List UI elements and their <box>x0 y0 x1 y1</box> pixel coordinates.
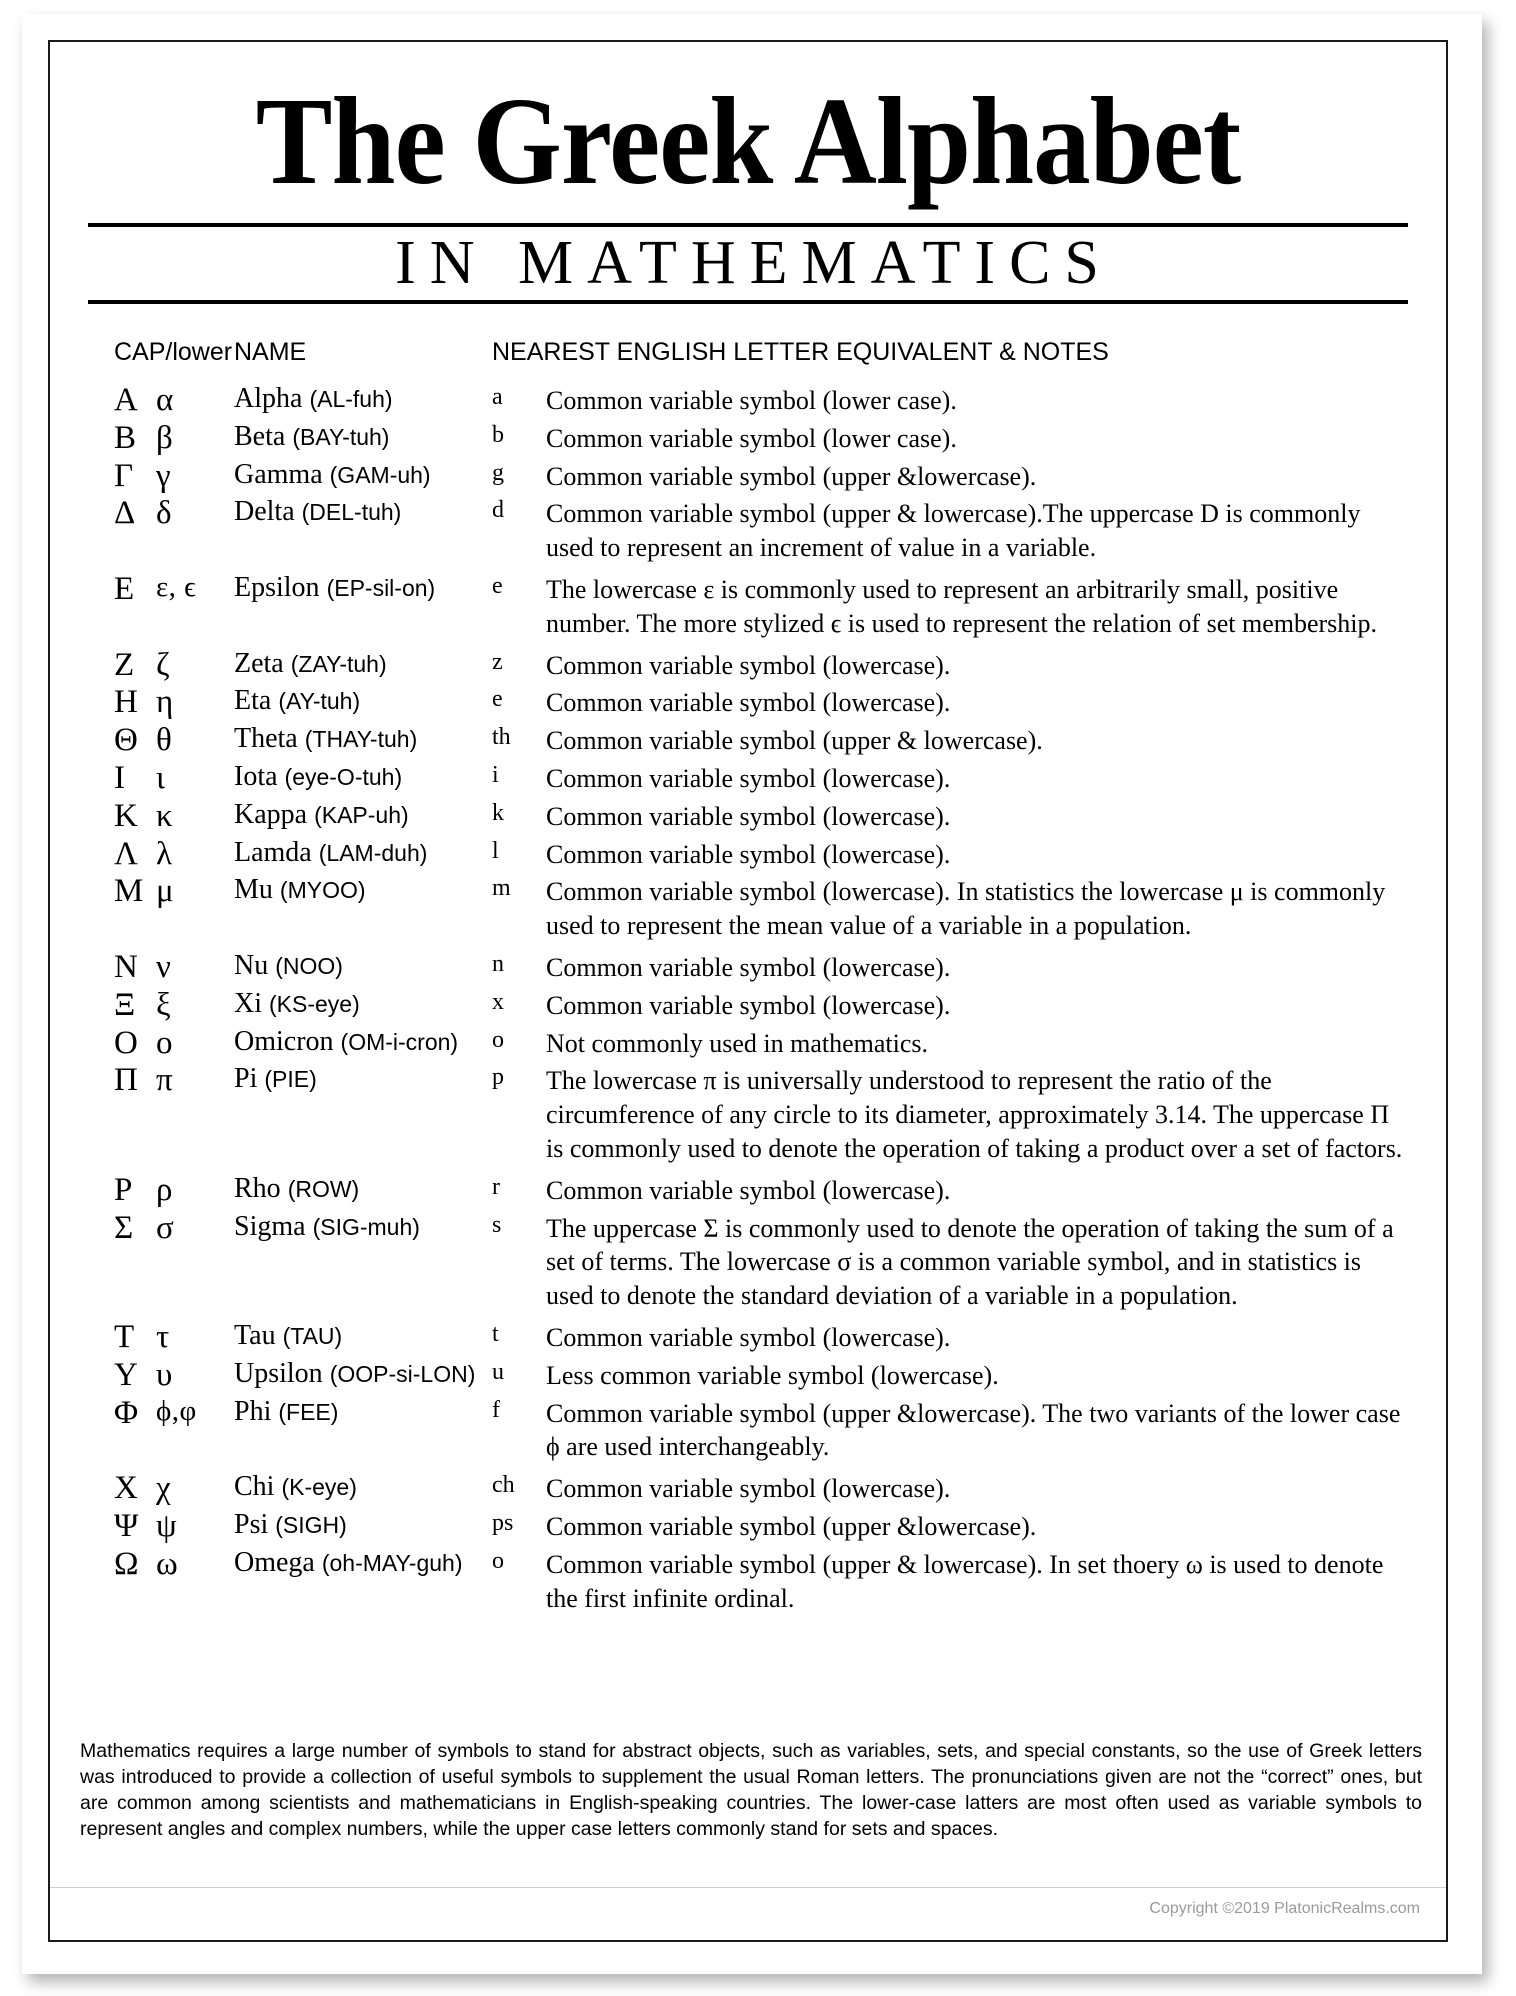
letter-name-cell <box>234 724 492 762</box>
copyright-notice: Copyright ©2019 PlatonicRealms.com <box>1149 1900 1420 1917</box>
letter-notes: Common variable symbol (upper &lowercase). The two variants of the lower case ϕ are used interchangeably. <box>546 1398 1401 1462</box>
table-row <box>114 875 1408 951</box>
table-row <box>114 724 1408 762</box>
english-equivalent: e <box>492 573 503 600</box>
table-row <box>114 422 1408 460</box>
letter-pronunciation: (K-eye) <box>281 1474 357 1501</box>
letter-name: Alpha <box>234 383 303 415</box>
lowercase-letter: ϕ,φ <box>156 1394 197 1427</box>
letter-name: Chi <box>234 1471 275 1503</box>
letter-notes: Common variable symbol (lowercase). <box>546 839 951 869</box>
table-row <box>114 951 1408 989</box>
letter-name: Gamma <box>234 458 323 490</box>
letter-name-cell <box>234 800 492 838</box>
uppercase-letter: Γ <box>114 457 134 494</box>
letter-pronunciation: (KAP-uh) <box>314 801 409 828</box>
letter-name-cell <box>234 951 492 989</box>
letter-name: Kappa <box>234 798 308 830</box>
title-divider-bottom <box>88 300 1408 304</box>
letter-name: Lamda <box>234 836 312 868</box>
lowercase-letter: τ <box>156 1319 170 1356</box>
table-header <box>114 338 1408 384</box>
uppercase-letter: Φ <box>114 1394 139 1431</box>
letter-name: Nu <box>234 950 269 982</box>
english-equivalent: x <box>492 988 504 1015</box>
footer-blurb: Mathematics requires a large number of symbols to stand for abstract objects, such as variables, sets, and special constants, so the use of Greek letters was introduced to provide a collection of useful symbols to supplement the usual Roman letters. The pronunciations given are not the “correct” ones, but are common among scientists and mathematicians in English-speaking countries. The lower-case latters are most often used as variable symbols to represent angles and complex numbers, while the upper case letters commonly stand for sets and spaces. <box>80 1739 1422 1840</box>
letter-pronunciation: (ROW) <box>287 1175 360 1202</box>
letter-pronunciation: (AL-fuh) <box>309 386 393 413</box>
letter-name: Eta <box>234 685 272 717</box>
letter-pronunciation: (TAU) <box>282 1323 343 1350</box>
lowercase-letter: ε, ϵ <box>156 571 197 604</box>
letter-notes: Common variable symbol (lowercase). <box>546 688 951 718</box>
page-title: The Greek Alphabet <box>255 73 1241 211</box>
footer-divider <box>50 1887 1446 1888</box>
lowercase-letter: ξ <box>156 986 171 1023</box>
english-equivalent: l <box>492 837 499 864</box>
uppercase-letter: Α <box>114 382 138 419</box>
lowercase-letter: μ <box>156 873 174 910</box>
letter-pronunciation: (eye-O-tuh) <box>284 764 403 791</box>
letter-name: Rho <box>234 1172 281 1204</box>
table-row <box>114 1472 1408 1510</box>
letter-notes: The lowercase ε is commonly used to represent an arbitrarily small, positive number. The more stylized ϵ is used to represent the relation of set membership. <box>546 575 1377 638</box>
lowercase-letter: ι <box>156 760 165 797</box>
letter-notes: The lowercase π is universally understood to represent the ratio of the circumference of any circle to its diameter, approximately 3.14. The uppercase Π is commonly used to denote the operation of taking a product over a set of factors. <box>546 1066 1403 1164</box>
lowercase-letter: υ <box>156 1356 173 1393</box>
lowercase-letter: ψ <box>156 1508 177 1544</box>
table-row <box>114 1397 1408 1473</box>
english-equivalent: ch <box>492 1472 515 1499</box>
greek-alphabet-table <box>114 338 1408 1623</box>
letter-notes: Common variable symbol (lowercase). <box>546 1474 951 1504</box>
letter-notes: Common variable symbol (lowercase). <box>546 1175 951 1205</box>
letter-notes: Less common variable symbol (lowercase). <box>546 1360 999 1390</box>
letter-name-cell <box>234 1064 492 1173</box>
table-row <box>114 1510 1408 1548</box>
letter-name-cell <box>234 1174 492 1212</box>
uppercase-letter: Κ <box>114 797 138 834</box>
english-equivalent: d <box>492 497 504 524</box>
table-row <box>114 838 1408 876</box>
letter-pronunciation: (LAM-duh) <box>318 839 428 866</box>
uppercase-letter: Ψ <box>114 1508 139 1544</box>
letter-name: Theta <box>234 723 298 755</box>
letter-name: Pi <box>234 1063 258 1095</box>
table-row <box>114 1359 1408 1397</box>
lowercase-letter: θ <box>156 722 172 759</box>
letter-name-cell <box>234 875 492 951</box>
uppercase-letter: Ο <box>114 1024 138 1061</box>
letter-name-cell <box>234 422 492 460</box>
english-equivalent: t <box>492 1321 499 1348</box>
letter-name-cell <box>234 497 492 573</box>
letter-name-cell <box>234 1359 492 1397</box>
letter-notes: Common variable symbol (upper &lowercase). <box>546 461 1037 491</box>
uppercase-letter: Δ <box>114 495 136 532</box>
uppercase-letter: Ι <box>114 760 125 797</box>
table-row <box>114 1321 1408 1359</box>
letter-pronunciation: (GAM-uh) <box>329 461 431 488</box>
letter-name: Epsilon <box>234 572 320 604</box>
lowercase-letter: β <box>156 419 173 456</box>
table-row <box>114 686 1408 724</box>
letter-notes: Common variable symbol (lowercase). <box>546 650 951 680</box>
letter-name: Beta <box>234 420 286 452</box>
letter-pronunciation: (DEL-tuh) <box>301 499 402 526</box>
table-row <box>114 460 1408 498</box>
english-equivalent: s <box>492 1211 502 1238</box>
uppercase-letter: Μ <box>114 873 144 910</box>
lowercase-letter: ν <box>156 949 171 986</box>
english-equivalent: o <box>492 1547 504 1574</box>
uppercase-letter: Ξ <box>114 986 136 1023</box>
letter-pronunciation: (FEE) <box>278 1398 339 1425</box>
letter-name-cell <box>234 1397 492 1473</box>
letter-name: Upsilon <box>234 1357 323 1389</box>
uppercase-letter: Η <box>114 684 138 721</box>
lowercase-letter: ζ <box>156 646 170 683</box>
letter-name: Omicron <box>234 1025 334 1057</box>
letter-name: Sigma <box>234 1210 306 1242</box>
english-equivalent: p <box>492 1064 504 1091</box>
lowercase-letter: π <box>156 1062 173 1099</box>
table-row <box>114 384 1408 422</box>
letter-name-cell <box>234 384 492 422</box>
letter-pronunciation: (KS-eye) <box>269 990 360 1017</box>
english-equivalent: b <box>492 421 504 448</box>
lowercase-letter: λ <box>156 835 173 872</box>
table-row <box>114 1548 1408 1624</box>
uppercase-letter: Ρ <box>114 1171 133 1208</box>
letter-pronunciation: (NOO) <box>275 953 343 980</box>
letter-pronunciation: (SIGH) <box>275 1512 347 1538</box>
letter-pronunciation: (BAY-tuh) <box>292 423 390 450</box>
letter-notes: Common variable symbol (lowercase). <box>546 953 951 983</box>
uppercase-letter: Ν <box>114 949 138 986</box>
letter-pronunciation: (ZAY-tuh) <box>290 650 387 677</box>
lowercase-letter: ο <box>156 1024 173 1061</box>
letter-name: Zeta <box>234 647 284 679</box>
english-equivalent: g <box>492 459 504 486</box>
letter-pronunciation: (MYOO) <box>279 877 366 904</box>
letter-name-cell <box>234 649 492 687</box>
table-row <box>114 1212 1408 1321</box>
letter-pronunciation: (PIE) <box>264 1066 317 1093</box>
letter-notes: Common variable symbol (lowercase). <box>546 990 951 1020</box>
letter-notes: The uppercase Σ is commonly used to denote the operation of taking the sum of a set of terms. The lowercase σ is a common variable symbol, and in statistics is used to denote the standard deviation of a variable in a population. <box>546 1213 1394 1311</box>
table-row <box>114 989 1408 1027</box>
letter-pronunciation: (AY-tuh) <box>278 688 361 715</box>
letter-pronunciation: (OM-i-cron) <box>340 1028 459 1055</box>
uppercase-letter: Β <box>114 419 137 456</box>
uppercase-letter: Λ <box>114 835 138 872</box>
letter-name-cell <box>234 1548 492 1624</box>
english-equivalent: e <box>492 686 503 713</box>
letter-pronunciation: (THAY-tuh) <box>304 726 418 753</box>
uppercase-letter: Ω <box>114 1545 139 1582</box>
letter-notes: Common variable symbol (lowercase). <box>546 764 951 794</box>
english-equivalent: m <box>492 875 511 902</box>
english-equivalent: a <box>492 384 503 411</box>
letter-name-cell <box>234 460 492 498</box>
uppercase-letter: Θ <box>114 722 138 759</box>
table-row <box>114 1064 1408 1173</box>
lowercase-letter: κ <box>156 797 173 834</box>
letter-notes: Common variable symbol (lower case). <box>546 386 957 416</box>
table-row <box>114 573 1408 649</box>
uppercase-letter: Ζ <box>114 646 135 683</box>
uppercase-letter: Υ <box>114 1356 138 1393</box>
letter-pronunciation: (oh-MAY-guh) <box>321 1549 463 1576</box>
letter-name-cell <box>234 762 492 800</box>
letter-notes: Common variable symbol (lowercase). <box>546 801 951 831</box>
uppercase-letter: Σ <box>114 1209 134 1246</box>
letter-name-cell <box>234 573 492 649</box>
column-header-cap-lower: CAP/lower <box>114 338 233 367</box>
letter-name-cell <box>234 1510 492 1548</box>
uppercase-letter: Ε <box>114 571 135 608</box>
english-equivalent: k <box>492 799 504 826</box>
letter-notes: Common variable symbol (lower case). <box>546 423 957 453</box>
letter-name: Mu <box>234 874 273 906</box>
table-body <box>114 384 1408 1623</box>
poster-content <box>50 42 1446 1940</box>
poster-frame <box>48 40 1448 1942</box>
english-equivalent: z <box>492 648 503 675</box>
letter-name-cell <box>234 1321 492 1359</box>
letter-name: Iota <box>234 761 278 793</box>
letter-pronunciation: (OOP-si-LON) <box>329 1360 476 1387</box>
column-header-name: NAME <box>234 338 307 367</box>
letter-pronunciation: (EP-sil-on) <box>326 575 436 602</box>
letter-name: Delta <box>234 496 295 528</box>
english-equivalent: i <box>492 762 499 789</box>
letter-name: Xi <box>234 987 262 1019</box>
table-row <box>114 762 1408 800</box>
table-row <box>114 800 1408 838</box>
letter-notes: Common variable symbol (lowercase). In statistics the lowercase μ is commonly used to represent the mean value of a variable in a population. <box>546 877 1386 941</box>
english-equivalent: n <box>492 951 504 978</box>
column-header-notes: NEAREST ENGLISH LETTER EQUIVALENT & NOTES <box>492 338 1109 367</box>
uppercase-letter: Τ <box>114 1319 135 1356</box>
english-equivalent: o <box>492 1026 504 1053</box>
uppercase-letter: Χ <box>114 1470 138 1507</box>
lowercase-letter: σ <box>156 1209 174 1246</box>
letter-notes: Common variable symbol (upper & lowercase).The uppercase D is commonly used to represent an increment of value in a variable. <box>546 499 1361 563</box>
lowercase-letter: δ <box>156 495 172 532</box>
lowercase-letter: γ <box>156 457 171 494</box>
letter-name-cell <box>234 1027 492 1065</box>
english-equivalent: f <box>492 1396 500 1423</box>
letter-notes: Common variable symbol (upper & lowercase). <box>546 726 1043 756</box>
letter-name: Tau <box>234 1320 276 1352</box>
letter-name-cell <box>234 1212 492 1321</box>
letter-name: Omega <box>234 1546 315 1578</box>
uppercase-letter: Π <box>114 1062 138 1099</box>
letter-name-cell <box>234 989 492 1027</box>
letter-pronunciation: (SIG-muh) <box>312 1213 420 1240</box>
lowercase-letter: α <box>156 382 174 419</box>
lowercase-letter: χ <box>156 1470 171 1507</box>
english-equivalent: r <box>492 1173 500 1200</box>
lowercase-letter: η <box>156 684 174 721</box>
english-equivalent: ps <box>492 1510 514 1536</box>
greek-table-wrapper <box>80 338 1416 1623</box>
letter-name-cell <box>234 838 492 876</box>
english-equivalent: u <box>492 1358 504 1385</box>
letter-name-cell <box>234 686 492 724</box>
table-row <box>114 649 1408 687</box>
page-subtitle: IN MATHEMATICS <box>395 229 1113 297</box>
letter-notes: Common variable symbol (upper &lowercase). <box>546 1512 1037 1541</box>
table-row <box>114 1027 1408 1065</box>
lowercase-letter: ω <box>156 1545 178 1582</box>
letter-name: Phi <box>234 1395 272 1427</box>
letter-notes: Common variable symbol (lowercase). <box>546 1323 951 1353</box>
english-equivalent: th <box>492 724 511 751</box>
letter-notes: Not commonly used in mathematics. <box>546 1028 928 1058</box>
letter-name-cell <box>234 1472 492 1510</box>
table-row <box>114 497 1408 573</box>
letter-name: Psi <box>234 1509 269 1540</box>
table-row <box>114 1174 1408 1212</box>
letter-notes: Common variable symbol (upper & lowercase). In set thoery ω is used to denote the first infinite ordinal. <box>546 1549 1384 1613</box>
lowercase-letter: ρ <box>156 1171 173 1208</box>
